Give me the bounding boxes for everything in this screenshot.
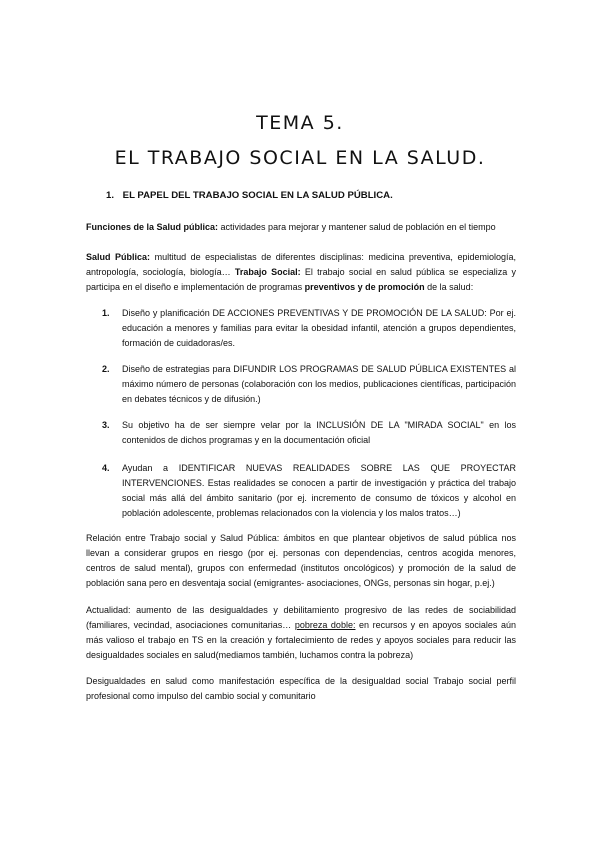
relacion-paragraph: Relación entre Trabajo social y Salud Pública: ámbitos en que plantear objetivos de salud pública nos llevan a considerar grupos en riesgo (por ej. personas con dependencias, centros acogida menores, centros de salud mental), grupos con enfermedad (institutos oncológicos) y promoción de la salud de población sana pero en desventaja social (emigrantes- asociaciones, ONGs, personas sin hogar, p.ej.) <box>86 533 516 588</box>
pobreza-doble-underlined: pobreza doble: <box>294 620 356 630</box>
preventivos-bold: preventivos y de promoción <box>304 282 425 292</box>
list-item-text: Diseño y planificación DE ACCIONES PREVENTIVAS Y DE PROMOCIÓN DE LA SALUD: Por ej. educación a menores y familias para evitar la obesidad infantil, atención a grupos dependientes, formación de cuidadoras/es. <box>122 308 516 348</box>
salud-publica-paragraph <box>86 250 516 295</box>
list-item <box>102 461 516 521</box>
salud-publica-text-3: de la salud: <box>424 282 474 292</box>
salud-publica-text-1: multitud de especialistas de diferentes disciplinas: medicina preventiva, epidemiología, antropología, sociología, biología… <box>86 252 516 277</box>
section-number: 1. <box>106 190 115 201</box>
list-item-number: 4. <box>102 463 110 473</box>
list-item-text: Ayudan a IDENTIFICAR NUEVAS REALIDADES SOBRE LAS QUE PROYECTAR INTERVENCIONES. Estas realidades se conocen a partir de investigación y práctica del trabajo social más allá del ámbito sanitario (por ej. incremento de consumo de tóxicos y alcohol en población adolescente, problemas relacionados con la violencia y los malos tratos…) <box>122 463 516 518</box>
title-line-1: TEMA 5. <box>256 112 344 134</box>
list-item-text: Diseño de estrategias para DIFUNDIR LOS PROGRAMAS DE SALUD PÚBLICA EXISTENTES al máximo número de personas (colaboración con los medios, publicaciones científicas, participación en debates técnicos y de difusión.) <box>122 364 516 404</box>
funciones-paragraph <box>86 220 516 235</box>
funciones-label: Funciones de la Salud pública: <box>86 222 219 232</box>
actualidad-text-1: Actualidad: aumento de las desigualdades y debilitamiento progresivo de las redes de sociabilidad (familiares, vecindad, asociaciones comunitarias… <box>86 605 516 630</box>
list-item-number: 2. <box>102 364 110 374</box>
actualidad-paragraph <box>86 603 516 663</box>
section-title: EL PAPEL DEL TRABAJO SOCIAL EN LA SALUD PÚBLICA. <box>122 190 393 201</box>
desigualdades-paragraph: Desigualdades en salud como manifestación específica de la desigualdad social Trabajo social perfil profesional como impulso del cambio social y comunitario <box>86 676 516 701</box>
salud-publica-label: Salud Pública: <box>86 252 151 262</box>
list-item <box>102 418 516 448</box>
list-item-number: 3. <box>102 420 110 430</box>
salud-publica-text-2: El trabajo social en salud pública se especializa y participa en el diseño e implementación de programas <box>86 267 516 292</box>
title-line-2: EL TRABAJO SOCIAL EN LA SALUD. <box>114 147 486 169</box>
list-item <box>102 306 516 351</box>
list-item-text: Su objetivo ha de ser siempre velar por la INCLUSIÓN DE LA "MIRADA SOCIAL" en los contenidos de dichos programas y en la documentación oficial <box>122 420 516 445</box>
section-heading <box>106 190 393 201</box>
list-item <box>102 362 516 407</box>
actualidad-text-2: en recursos y en apoyos sociales aún más valioso el trabajo en TS en la creación y fortalecimiento de redes y apoyos sociales para reducir las desigualdades sociales en salud(mediamos también, luchamos contra la pobreza) <box>86 620 517 660</box>
trabajo-social-label: Trabajo Social: <box>234 267 301 277</box>
list-item-number: 1. <box>102 308 110 318</box>
funciones-text: actividades para mejorar y mantener salud de población en el tiempo <box>218 222 496 232</box>
